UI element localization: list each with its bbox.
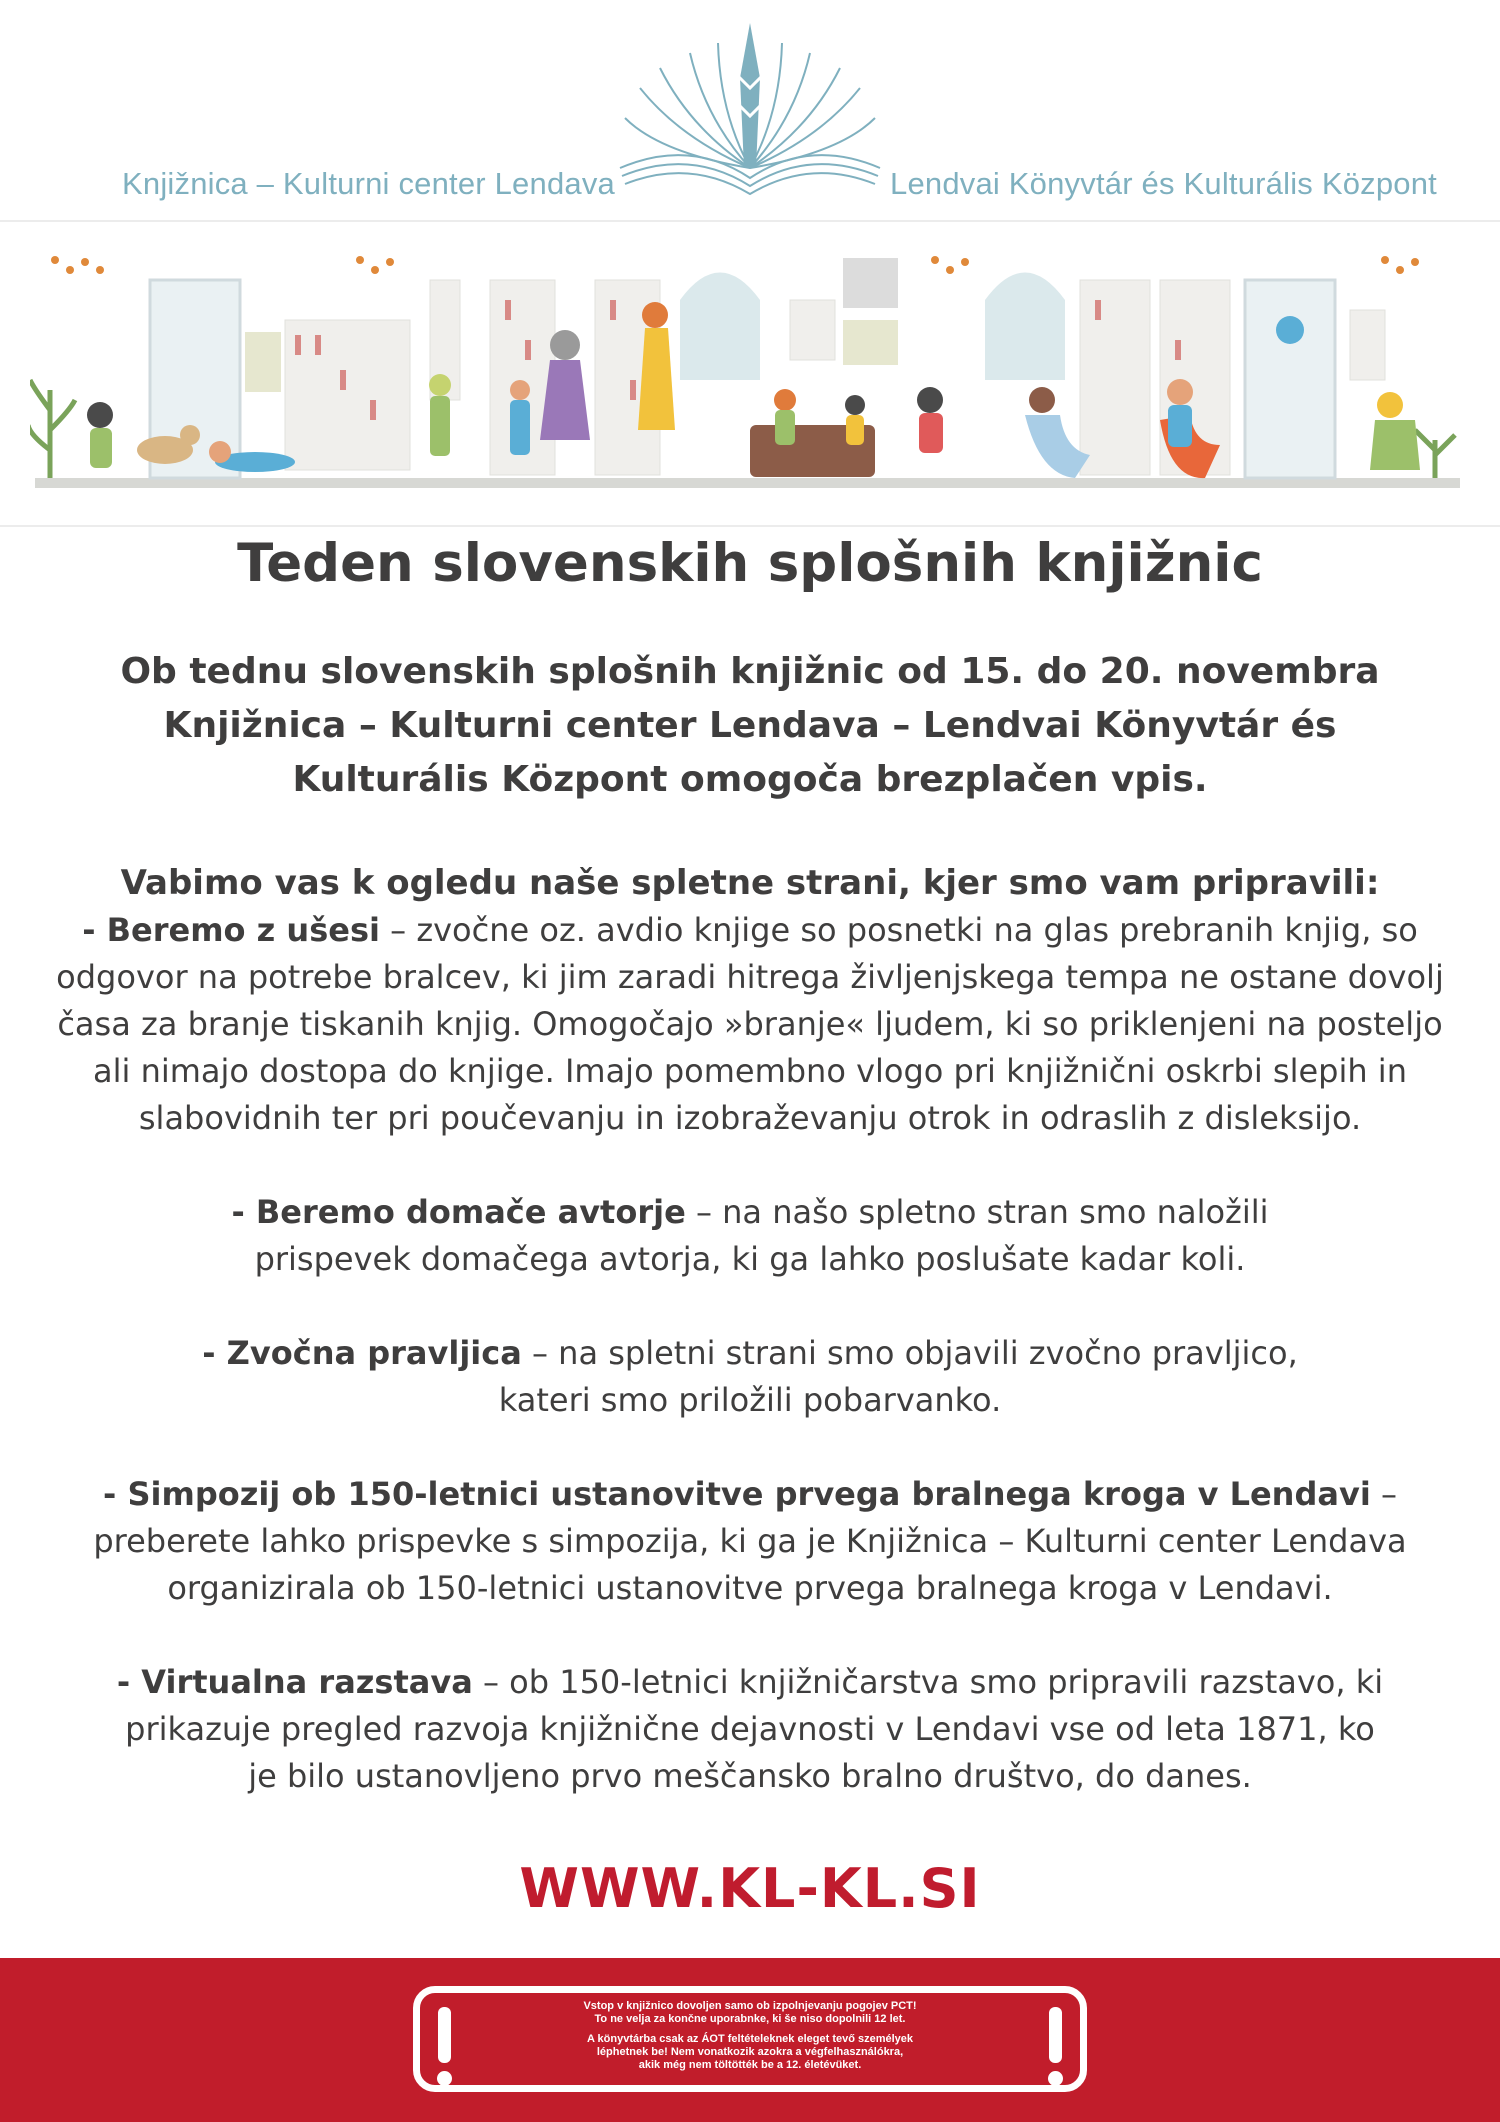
page-header xyxy=(0,0,1500,222)
notice-sl-line: Vstop v knjižnico dovoljen samo ob izpolnjevanju pogojev PCT! xyxy=(583,2000,917,2012)
item-text: – ob 150-letnici knjižničarstva smo pripravili razstavo, ki prikazuje pregled razvoja knjižnične dejavnosti v Lendavi vse od leta 1871, ko je bilo ustanovljeno prvo meščansko bralno društvo, do danes. xyxy=(125,1663,1384,1796)
library-illustration xyxy=(30,240,1470,500)
exclamation-icon-left xyxy=(438,2007,451,2063)
item-text: – na spletni strani smo objavili zvočno pravljico, kateri smo priložili pobarvanko. xyxy=(498,1334,1298,1420)
illustration-divider xyxy=(0,525,1500,527)
library-name-hungarian: Lendvai Könyvtár és Kulturális Központ xyxy=(890,166,1437,201)
header-divider xyxy=(0,220,1500,222)
item-beremo-z-usesi xyxy=(50,907,1450,1142)
notice-text xyxy=(490,2000,1010,2072)
item-text: – zvočne oz. avdio knjige so posnetki na glas prebranih knjig, so odgovor na potrebe bralcev, ki jim zaradi hitrega življenjskega tempa ne ostane dovolj časa za branje tiskanih knjig. Omogočajo »branje« ljudem, ki so priklenjeni na posteljo ali nimajo dostopa do knjige. Imajo pomembno vlogo pri knjižnični oskrbi slepih in slabovidnih ter pri poučevanju in izobraževanju otrok in odraslih z disleksijo. xyxy=(56,911,1444,1138)
invite-heading: Vabimo vas k ogledu naše spletne strani, kjer smo vam pripravili: xyxy=(120,863,1380,904)
item-beremo-domace-avtorje xyxy=(150,1189,1350,1283)
notice-hu-line: léphetnek be! Nem vonatkozik azokra a végfelhasználókra, xyxy=(596,2046,904,2058)
notice-box xyxy=(413,1986,1087,2092)
notice-footer xyxy=(0,1958,1500,2122)
exclamation-icon-right xyxy=(1049,2007,1062,2063)
item-label: - Zvočna pravljica xyxy=(202,1334,522,1373)
library-logo xyxy=(600,18,900,208)
item-zvocna-pravljica xyxy=(200,1330,1300,1424)
exclamation-dot-right xyxy=(1048,2071,1063,2086)
notice-hu-line: akik még nem töltötték be a 12. életévüket. xyxy=(638,2059,862,2071)
item-text: – na našo spletno stran smo naložili prispevek domačega avtorja, ki ga lahko poslušate kadar koli. xyxy=(254,1193,1269,1279)
item-label: - Virtualna razstava xyxy=(116,1663,473,1702)
intro-paragraph: Ob tednu slovenskih splošnih knjižnic od 15. do 20. novembra Knjižnica – Kulturni center Lendava – Lendvai Könyvtár és Kulturális Központ omogoča brezplačen vpis. xyxy=(120,651,1380,801)
item-label: - Beremo z ušesi xyxy=(82,911,380,950)
notice-sl-line: To ne velja za končne uporabnke, ki še niso dopolnili 12 let. xyxy=(594,2013,906,2025)
notice-hu-line: A könyvtárba csak az ÁOT feltételeknek eleget tevő személyek xyxy=(586,2033,914,2045)
page-title: Teden slovenskih splošnih knjižnic xyxy=(237,533,1263,594)
article xyxy=(40,535,1460,1920)
item-virtualna-razstava xyxy=(110,1659,1390,1800)
item-label: - Beremo domače avtorje xyxy=(231,1193,686,1232)
library-name-slovenian: Knjižnica – Kulturni center Lendava xyxy=(122,166,615,201)
item-text: – preberete lahko prispevke s simpozija, ki ga je Knjižnica – Kulturni center Lendava organizirala ob 150-letnici ustanovitve prvega bralnega kroga v Lendavi. xyxy=(93,1475,1407,1608)
item-label: - Simpozij ob 150-letnici ustanovitve prvega bralnega kroga v Lendavi xyxy=(103,1475,1371,1514)
website-link[interactable]: WWW.KL-KL.SI xyxy=(519,1857,981,1921)
exclamation-dot-left xyxy=(437,2071,452,2086)
item-simpozij xyxy=(50,1471,1450,1612)
